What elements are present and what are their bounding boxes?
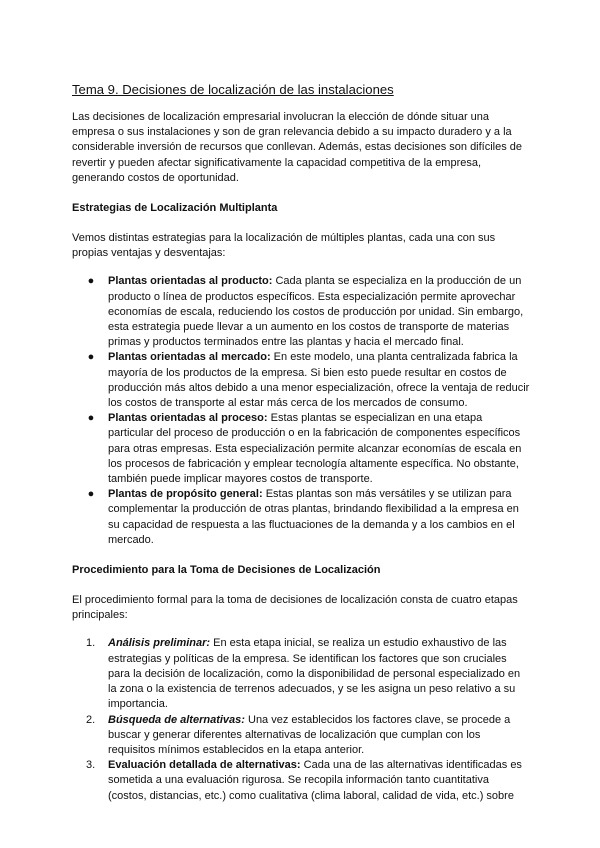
list-item — [72, 713, 530, 759]
bullet-icon: ● — [87, 412, 95, 425]
item-term: Plantas orientadas al producto: — [108, 275, 273, 288]
procedure-list — [72, 636, 530, 803]
item-term: Plantas orientadas al proceso: — [108, 412, 268, 425]
step-number: 2. — [86, 713, 96, 726]
item-term: Plantas orientadas al mercado: — [108, 351, 271, 364]
step-number: 3. — [86, 759, 96, 772]
list-item — [72, 274, 530, 350]
section-heading-multiplant: Estrategias de Localización Multiplanta — [72, 202, 278, 215]
bullet-icon: ● — [87, 351, 95, 364]
page-title: Tema 9. Decisiones de localización de las instalaciones — [72, 82, 394, 97]
item-term: Búsqueda de alternativas: — [108, 713, 245, 726]
item-text: Cada planta se especializa en la producción de un producto o línea de productos específicos. Esta especialización permite aprovechar economías de escala, reduciendo los costos de producción por unidad. Sin embargo, esta estrategia puede llevar a un aumento en los costos de transporte de materias primas y productos terminados entre las plantas y hacia el mercado final. — [108, 275, 524, 349]
bullet-icon: ● — [87, 275, 95, 288]
section-heading-procedure: Procedimiento para la Toma de Decisiones de Localización — [72, 564, 381, 577]
strategy-list — [72, 274, 530, 548]
item-text: En esta etapa inicial, se realiza un estudio exhaustivo de las estrategias y políticas de la empresa. Se identifican los factores que son cruciales para la decisión de localización, como la disponibilidad de personal especializado en la zona o la existencia de terrenos adecuados, y se les asigna un peso relativo a su importancia. — [108, 637, 521, 711]
document-page — [72, 82, 530, 804]
item-term: Análisis preliminar: — [108, 637, 211, 650]
list-item — [72, 636, 530, 712]
list-item — [72, 350, 530, 411]
list-item — [72, 411, 530, 487]
item-text: En este modelo, una planta centralizada fabrica la mayoría de los productos de la empresa. Si bien esto puede resultar en costos de producción más altos debido a una menor especialización, ofrece la ventaja de reducir los costos de transporte al estar más cerca de los mercados de consumo. — [108, 351, 530, 410]
item-text: Estas plantas son más versátiles y se utilizan para complementar la producción de otras plantas, brindando flexibilidad a la empresa en su capacidad de respuesta a las fluctuaciones de la demanda y a los cambios en el mercado. — [108, 488, 519, 546]
step-number: 1. — [86, 637, 96, 650]
item-term: Evaluación detallada de alternativas: — [108, 759, 301, 772]
list-item — [72, 487, 530, 548]
item-text: Una vez establecidos los factores clave, se procede a buscar y generar diferentes alternativas de localización que cumplan con los requisitos mínimos establecidos en la etapa anterior. — [108, 713, 511, 756]
section-lead-multiplant: Vemos distintas estrategias para la localización de múltiples plantas, cada una con sus propias ventajas y desventajas: — [72, 232, 496, 260]
item-text: Cada una de las alternativas identificadas es sometida a una evaluación rigurosa. Se recopila información tanto cuantitativa (costos, distancias, etc.) como cualitativa (clima laboral, calidad de vida, etc.) sobre — [108, 759, 522, 802]
bullet-icon: ● — [87, 488, 95, 501]
list-item — [72, 758, 530, 804]
intro-paragraph: Las decisiones de localización empresarial involucran la elección de dónde situar una empresa o sus instalaciones y son de gran relevancia debido a su impacto duradero y a la considerable inversión de recursos que conllevan. Además, estas decisiones son difíciles de revertir y pueden afectar significativamente la capacidad competitiva de la empresa, generando costos de oportunidad. — [72, 111, 523, 184]
item-text: Estas plantas se especializan en una etapa particular del proceso de producción o en la fabricación de componentes específicos para otras empresas. Esta especialización permite alcanzar economías de escala en los procesos de fabricación y emplear tecnología altamente específica. No obstante, también puede implicar mayores costos de transporte. — [108, 412, 522, 486]
item-term: Plantas de propósito general: — [108, 488, 263, 501]
section-lead-procedure: El procedimiento formal para la toma de decisiones de localización consta de cuatro etapas principales: — [72, 594, 518, 622]
